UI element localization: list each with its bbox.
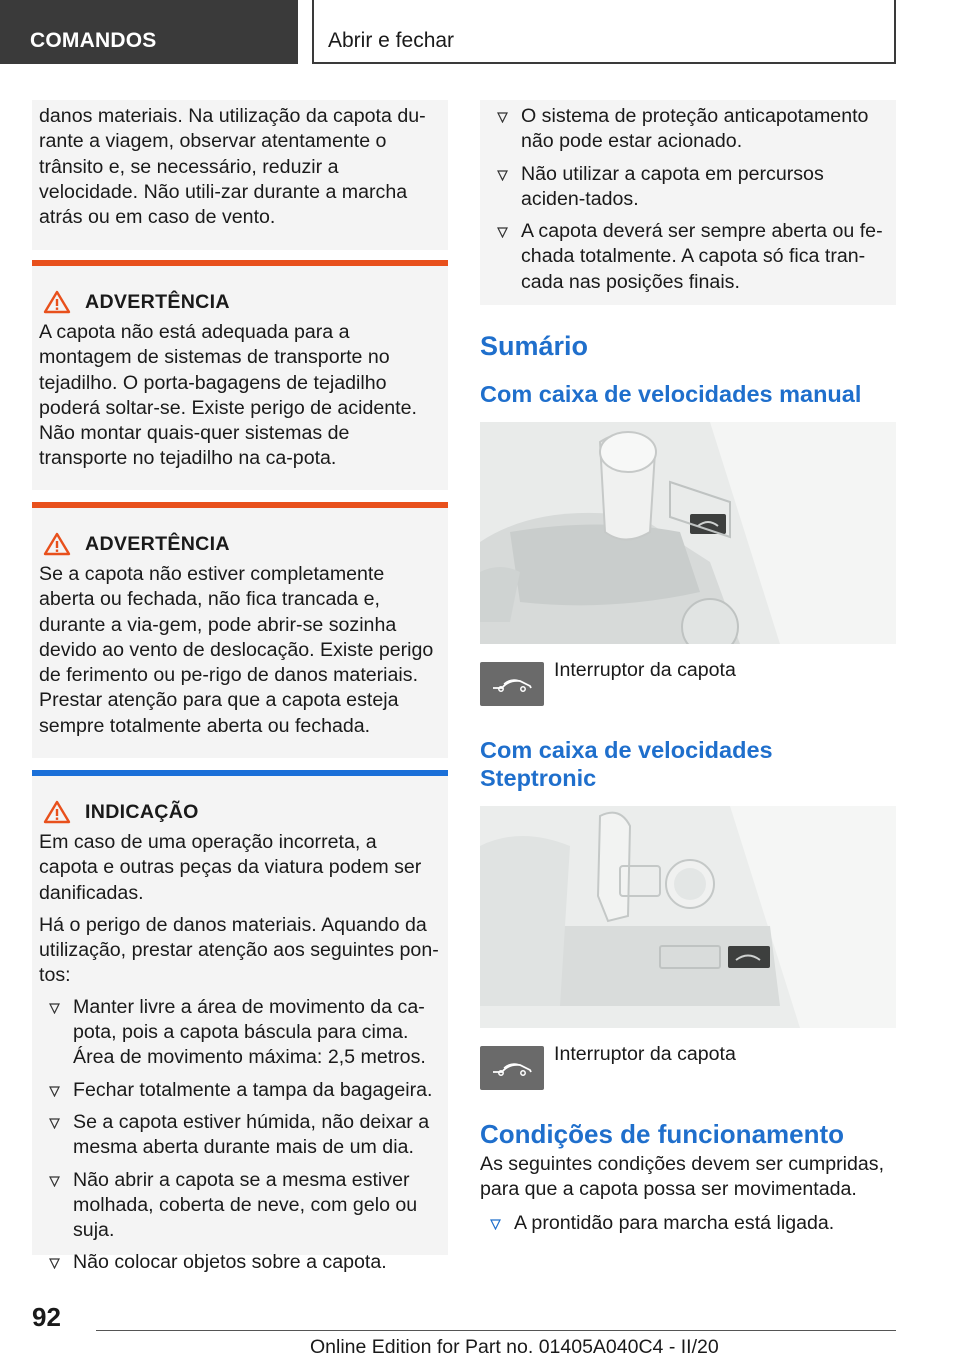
bullet-triangle-icon (497, 112, 508, 123)
intro-box (32, 100, 448, 250)
warning-heading-label: ADVERTÊNCIA (85, 532, 230, 555)
sumario-heading: Sumário (480, 331, 589, 361)
list-item: Não colocar objetos sobre a capota. (39, 1250, 440, 1275)
notice-heading-label: INDICAÇÃO (85, 800, 199, 823)
switch-label: Interruptor da capota (554, 1043, 736, 1065)
manual-heading: Com caixa de velocidades manual (480, 381, 862, 407)
conditions-heading: Condições de funcionamento (480, 1119, 845, 1149)
warning-heading-label: ADVERTÊNCIA (85, 290, 230, 313)
bullet-triangle-icon (497, 170, 508, 181)
notice-text-1: Em caso de uma operação incorreta, a capota e outras peças da viatura podem ser danificadas. (39, 831, 422, 904)
notice-text-2: Há o perigo de danos materiais. Aquando da utilização, prestar atenção aos seguintes pon‐tos: (39, 913, 439, 987)
steptronic-console-photo (480, 806, 896, 1028)
warning-triangle-icon (43, 532, 71, 556)
left-column (32, 100, 448, 1274)
list-item: A capota deverá ser sempre aberta ou fe‐chada totalmente. A capota só fica tran‐cada nas posições finais. (487, 219, 888, 295)
notice-bullet-list (39, 995, 440, 1276)
bullet-triangle-icon (49, 1086, 60, 1097)
warning-triangle-icon (43, 290, 71, 314)
list-item: Não utilizar a capota em percursos aciden‐tados. (487, 162, 888, 213)
conditions-text: As seguintes condições devem ser cumpridas, para que a capota possa ser movimentada. (480, 1153, 885, 1201)
steptronic-heading (480, 736, 896, 792)
switch-label: Interruptor da capota (554, 659, 736, 681)
switch-legend-2 (480, 1043, 896, 1090)
manual-console-photo (480, 422, 896, 644)
list-item: A prontidão para marcha está ligada. (480, 1211, 896, 1236)
steptronic-heading-line-1: Com caixa de velocidades (480, 737, 773, 763)
notice-heading (39, 800, 440, 824)
bullet-triangle-icon (49, 1118, 60, 1129)
warning-text: A capota não está adequada para a montagem de sistemas de transporte no tejadilho. O porta-bagagens de tejadilho poderá soltar-se. Existe perigo de acidente. Não montar quais‐quer sistemas de transporte no tejadilho na ca‐pota. (39, 321, 417, 470)
footer-divider (96, 1330, 896, 1331)
list-item: Fechar totalmente a tampa da bagageira. (39, 1078, 440, 1103)
warning-heading (39, 532, 440, 556)
right-column (480, 100, 896, 1236)
warning-box-2 (32, 508, 448, 758)
conditions-bullet-list (480, 1211, 896, 1236)
bullet-triangle-icon (490, 1219, 501, 1230)
header-section-tab: COMANDOS (0, 0, 298, 64)
intro-text: danos materiais. Na utilização da capota du‐rante a viagem, observar atentamente o trânsito e, se necessário, reduzir a velocidade. Não utili‐zar durante a marcha atrás ou em caso de vento. (39, 105, 426, 229)
bullet-triangle-icon (49, 1003, 60, 1014)
gear-lever-illustration (480, 422, 896, 644)
warning-box-1 (32, 266, 448, 490)
footer-edition-text: Online Edition for Part no. 01405A040C4 - II/20 (310, 1336, 719, 1358)
notice-triangle-icon (43, 800, 71, 824)
steptronic-lever-illustration (480, 806, 896, 1028)
notice-box (32, 776, 448, 1274)
header-chapter-title: Abrir e fechar (312, 0, 896, 64)
right-bullet-list (487, 104, 888, 295)
list-item: Manter livre a área de movimento da ca‐pota, pois a capota báscula para cima. Área de movimento máxima: 2,5 metros. (39, 995, 440, 1071)
bullet-triangle-icon (49, 1258, 60, 1269)
list-item: O sistema de proteção anticapotamento não pode estar acionado. (487, 104, 888, 155)
warning-heading (39, 290, 440, 314)
page-number: 92 (32, 1302, 61, 1332)
list-item: Se a capota estiver húmida, não deixar a mesma aberta durante mais de um dia. (39, 1110, 440, 1161)
right-bullet-box (480, 100, 896, 305)
list-item: Não abrir a capota se a mesma estiver molhada, coberta de neve, com gelo ou suja. (39, 1168, 440, 1244)
bullet-triangle-icon (49, 1176, 60, 1187)
bullet-triangle-icon (497, 227, 508, 238)
convertible-top-icon (480, 662, 544, 706)
convertible-top-icon (480, 1046, 544, 1090)
steptronic-heading-line-2: Steptronic (480, 765, 597, 791)
switch-legend-1 (480, 659, 896, 706)
warning-text: Se a capota não estiver completamente aberta ou fechada, não fica trancada e, durante a via‐gem, pode abrir-se sozinha devido ao vento de deslocação. Existe perigo de ferimento ou pe‐rigo de danos materiais. Prestar atenção para que a capota esteja sempre totalmente aberta ou fechada. (39, 563, 434, 737)
